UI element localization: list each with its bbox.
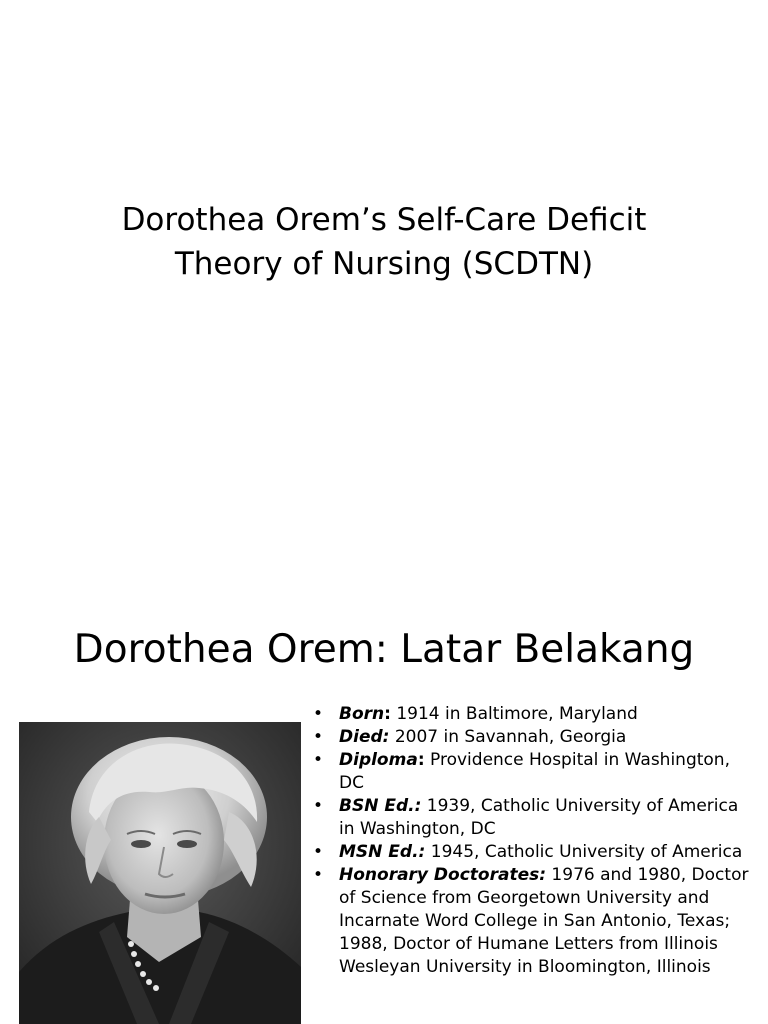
list-item xyxy=(312,749,752,795)
list-item xyxy=(312,864,752,979)
bullet-icon: • xyxy=(313,750,324,770)
slide-title-heading xyxy=(40,198,728,286)
list-item xyxy=(312,703,752,726)
list-item xyxy=(312,795,752,841)
bullet-label: BSN Ed.: xyxy=(339,796,422,816)
bullet-icon: • xyxy=(313,865,324,885)
bullet-text: 1945, Catholic University of America xyxy=(425,842,743,862)
bullet-separator: : xyxy=(384,704,391,724)
bullet-icon: • xyxy=(313,704,324,724)
slide-background xyxy=(0,576,768,1024)
bullet-label: MSN Ed.: xyxy=(339,842,426,862)
list-item xyxy=(312,841,752,864)
bullet-label: Diploma xyxy=(339,750,418,770)
slide-background-heading: Dorothea Orem: Latar Belakang xyxy=(73,627,695,672)
portrait-image xyxy=(19,722,301,1024)
bullet-icon: • xyxy=(313,796,324,816)
portrait-photo xyxy=(19,722,301,1024)
bullet-text: Providence Hospital in Washington, DC xyxy=(339,750,730,793)
bullet-label: Died: xyxy=(339,727,390,747)
bullet-text: 1976 and 1980, Doctor of Science from Georgetown University and Incarnate Word College in San Antonio, Texas; 1988, Doctor of Humane Letters from Illinois Wesleyan University in Bloomington, Illinois xyxy=(339,865,749,977)
list-item xyxy=(312,726,752,749)
bullet-text: 1914 in Baltimore, Maryland xyxy=(390,704,638,724)
bullet-icon: • xyxy=(313,842,324,862)
bullet-icon: • xyxy=(313,727,324,747)
bullet-label: Born xyxy=(339,704,385,724)
bullet-text: 2007 in Savannah, Georgia xyxy=(389,727,627,747)
bullet-label: Honorary Doctorates: xyxy=(339,865,547,885)
bullet-text: 1939, Catholic University of America in Washington, DC xyxy=(339,796,739,839)
title-line-2: Theory of Nursing (SCDTN) xyxy=(174,246,594,282)
bullet-separator: : xyxy=(417,750,425,770)
biography-list xyxy=(312,703,752,979)
title-line-1: Dorothea Orem’s Self-Care Deficit xyxy=(121,202,647,238)
